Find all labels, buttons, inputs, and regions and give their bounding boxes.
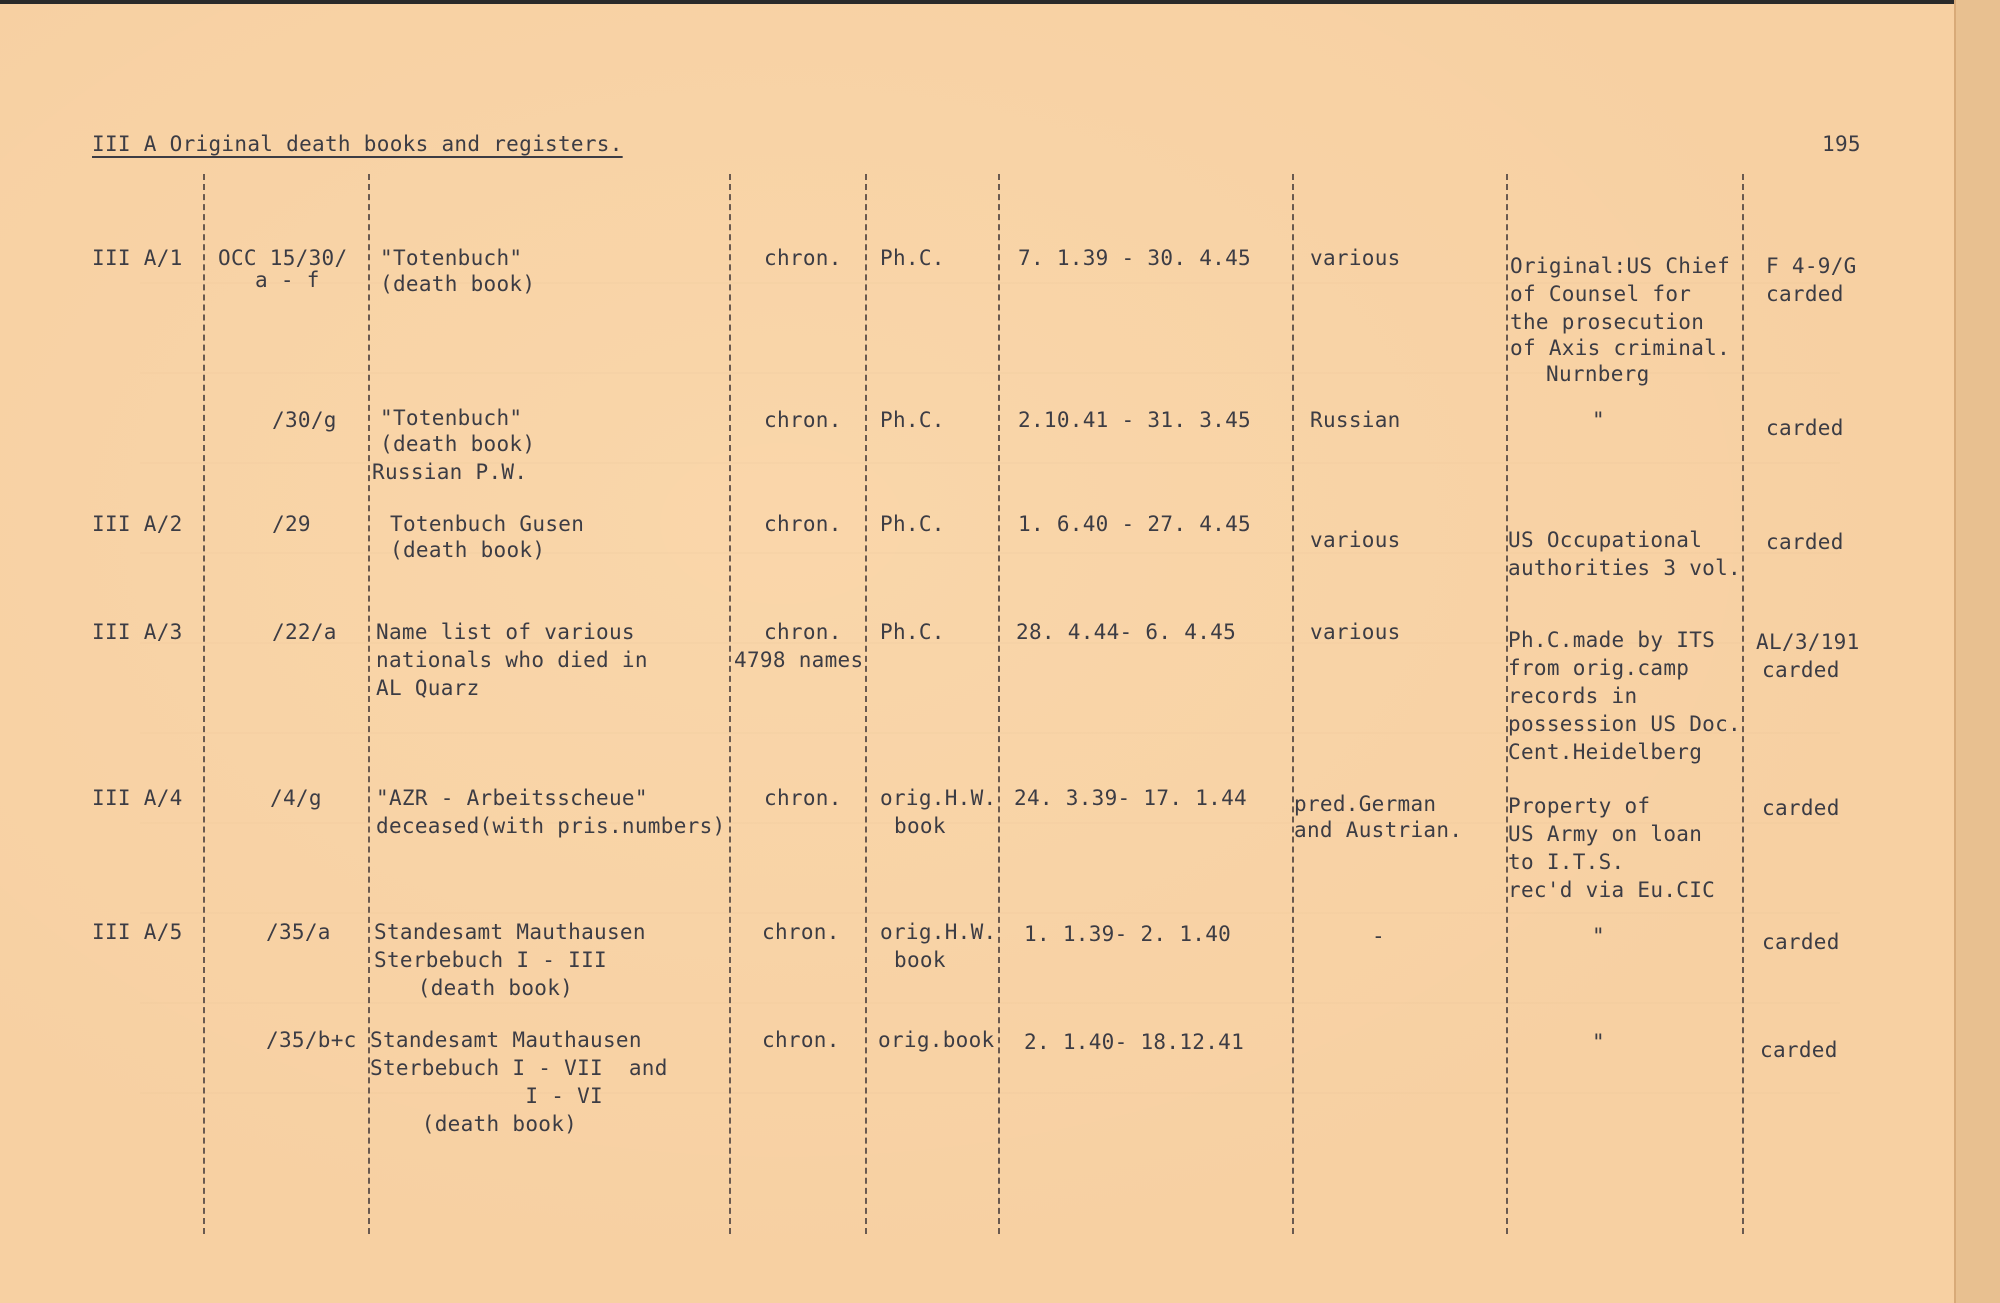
row-remark: carded xyxy=(1766,530,1844,554)
document-page xyxy=(0,4,1954,1303)
page-title: III A Original death books and registers. xyxy=(92,132,623,156)
row-remark: carded xyxy=(1762,658,1840,682)
row-nationality: various xyxy=(1310,620,1401,644)
row-period: 28. 4.44- 6. 4.45 xyxy=(1016,620,1237,644)
row-remark: carded xyxy=(1760,1038,1838,1062)
row-source: the prosecution xyxy=(1510,310,1705,334)
row-title: "Totenbuch" xyxy=(380,406,523,430)
row-remark: carded xyxy=(1762,796,1840,820)
row-title: (death book) xyxy=(380,272,536,296)
row-reference: III A/4 xyxy=(92,786,183,810)
row-arrangement: chron. xyxy=(764,246,842,270)
row-source: US Army on loan xyxy=(1508,822,1703,846)
row-source: Nurnberg xyxy=(1546,362,1650,386)
row-title: Standesamt Mauthausen xyxy=(374,920,646,944)
row-source: " xyxy=(1592,1030,1605,1054)
row-source: records in xyxy=(1508,684,1638,708)
row-arrangement: chron. xyxy=(764,408,842,432)
row-title: (death book) xyxy=(390,538,546,562)
row-title: "Totenbuch" xyxy=(380,246,523,270)
row-form: Ph.C. xyxy=(880,408,945,432)
row-period: 1. 1.39- 2. 1.40 xyxy=(1024,922,1232,946)
row-source: Cent.Heidelberg xyxy=(1508,740,1703,764)
row-period: 24. 3.39- 17. 1.44 xyxy=(1014,786,1247,810)
row-source: rec'd via Eu.CIC xyxy=(1508,878,1716,902)
row-form: Ph.C. xyxy=(880,620,945,644)
row-reference: III A/1 xyxy=(92,246,183,270)
column-divider xyxy=(729,174,731,1234)
column-divider xyxy=(865,174,867,1234)
row-arrangement: chron. xyxy=(764,512,842,536)
row-reference: III A/2 xyxy=(92,512,183,536)
row-nationality: various xyxy=(1310,528,1401,552)
row-arrangement: chron. xyxy=(762,920,840,944)
row-nationality: Russian xyxy=(1310,408,1401,432)
row-signature: a - f xyxy=(255,268,320,292)
row-source: of Counsel for xyxy=(1510,282,1692,306)
row-title: Name list of various xyxy=(376,620,635,644)
row-signature: OCC 15/30/ xyxy=(218,246,348,270)
column-divider xyxy=(998,174,1000,1234)
row-signature: /22/a xyxy=(272,620,337,644)
row-arrangement: chron. xyxy=(764,786,842,810)
row-remark: carded xyxy=(1766,416,1844,440)
row-signature: /30/g xyxy=(272,408,337,432)
row-title: AL Quarz xyxy=(376,676,480,700)
row-arrangement: 4798 names xyxy=(734,648,864,672)
row-remark: carded xyxy=(1766,282,1844,306)
row-source: US Occupational xyxy=(1508,528,1703,552)
row-form: Ph.C. xyxy=(880,512,945,536)
row-title: (death book) xyxy=(366,976,574,1000)
row-signature: /35/a xyxy=(266,920,331,944)
row-title: (death book) xyxy=(380,432,536,456)
column-divider xyxy=(1292,174,1294,1234)
row-nationality: pred.German xyxy=(1294,792,1437,816)
row-reference: III A/3 xyxy=(92,620,183,644)
row-nationality: various xyxy=(1310,246,1401,270)
row-period: 7. 1.39 - 30. 4.45 xyxy=(1018,246,1251,270)
paper-edge xyxy=(1954,0,2000,1303)
row-nationality: - xyxy=(1372,924,1385,948)
row-source: authorities 3 vol. xyxy=(1508,556,1741,580)
page-number: 195 xyxy=(1822,132,1861,156)
row-title: Totenbuch Gusen xyxy=(390,512,585,536)
row-title: I - VI xyxy=(370,1084,603,1108)
row-period: 2. 1.40- 18.12.41 xyxy=(1024,1030,1245,1054)
row-title: nationals who died in xyxy=(376,648,648,672)
row-source: Ph.C.made by ITS xyxy=(1508,628,1716,652)
row-signature: /4/g xyxy=(270,786,322,810)
row-form: orig.H.W. xyxy=(880,920,997,944)
column-divider xyxy=(203,174,205,1234)
row-signature: /29 xyxy=(272,512,311,536)
row-source: Property of xyxy=(1508,794,1651,818)
row-nationality: and Austrian. xyxy=(1294,818,1463,842)
row-source: Original:US Chief xyxy=(1510,254,1731,278)
row-source: " xyxy=(1592,408,1605,432)
row-reference: III A/5 xyxy=(92,920,183,944)
column-divider xyxy=(1742,174,1744,1234)
row-title: deceased(with pris.numbers) xyxy=(376,814,726,838)
row-title: Sterbebuch I - III xyxy=(374,948,607,972)
row-title: "AZR - Arbeitsscheue" xyxy=(376,786,648,810)
row-title: (death book) xyxy=(370,1112,578,1136)
row-source: possession US Doc. xyxy=(1508,712,1741,736)
row-arrangement: chron. xyxy=(764,620,842,644)
row-title: Sterbebuch I - VII and xyxy=(370,1056,668,1080)
row-signature: /35/b+c xyxy=(266,1028,357,1052)
row-remark: F 4-9/G xyxy=(1766,254,1857,278)
row-source: " xyxy=(1592,924,1605,948)
row-title: Standesamt Mauthausen xyxy=(370,1028,642,1052)
row-form: book xyxy=(894,948,946,972)
row-period: 1. 6.40 - 27. 4.45 xyxy=(1018,512,1251,536)
row-form: orig.book xyxy=(878,1028,995,1052)
row-form: book xyxy=(894,814,946,838)
row-form: orig.H.W. xyxy=(880,786,997,810)
row-source: to I.T.S. xyxy=(1508,850,1625,874)
row-remark: AL/3/191 xyxy=(1756,630,1860,654)
row-remark: carded xyxy=(1762,930,1840,954)
row-source: of Axis criminal. xyxy=(1510,336,1731,360)
row-form: Ph.C. xyxy=(880,246,945,270)
row-title: Russian P.W. xyxy=(372,460,528,484)
row-source: from orig.camp xyxy=(1508,656,1690,680)
row-period: 2.10.41 - 31. 3.45 xyxy=(1018,408,1251,432)
row-arrangement: chron. xyxy=(762,1028,840,1052)
